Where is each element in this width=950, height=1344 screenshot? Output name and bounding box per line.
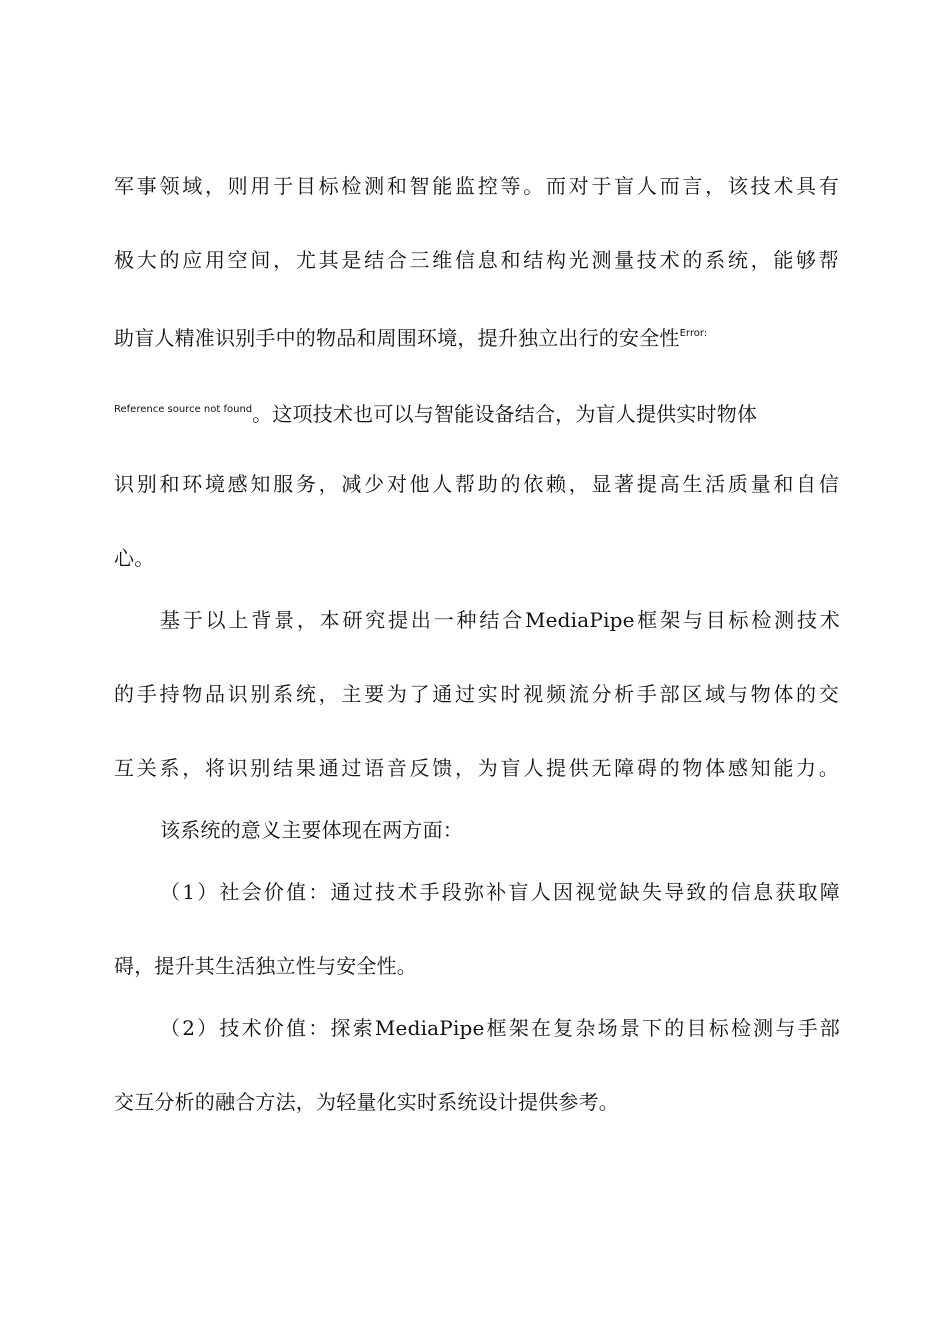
paragraph-line: 的手持物品识别系统，主要为了通过实时视频流分析手部区域与物体的交 <box>114 682 839 706</box>
reference-error-text: Reference source not found <box>114 404 253 415</box>
paragraph-line: 识别和环境感知服务，减少对他人帮助的依赖，显著提高生活质量和自信 <box>114 472 839 496</box>
paragraph-line: 极大的应用空间，尤其是结合三维信息和结构光测量技术的系统，能够帮 <box>114 248 839 272</box>
list-item-line: （2）技术价值：探索MediaPipe框架在复杂场景下的目标检测与手部 <box>160 1016 840 1040</box>
paragraph-line-with-reference <box>114 396 839 428</box>
reference-error-marker: Error: <box>679 328 708 339</box>
paragraph-line: 该系统的意义主要体现在两方面： <box>160 818 463 842</box>
list-item-line: 碍，提升其生活独立性与安全性。 <box>114 954 417 978</box>
paragraph-text: 。这项技术也可以与智能设备结合，为盲人提供实时物体 <box>252 402 758 426</box>
paragraph-line-with-reference <box>114 320 839 352</box>
paragraph-line: 互关系，将识别结果通过语音反馈，为盲人提供无障碍的物体感知能力。 <box>114 756 839 780</box>
paragraph-text: 助盲人精准识别手中的物品和周围环境，提升独立出行的安全性 <box>114 326 680 350</box>
paragraph-line: 心。 <box>114 546 155 570</box>
list-item-line: 交互分析的融合方法，为轻量化实时系统设计提供参考。 <box>114 1090 619 1114</box>
paragraph-line: 军事领域，则用于目标检测和智能监控等。而对于盲人而言，该技术具有 <box>114 174 839 198</box>
list-item-line: （1）社会价值：通过技术手段弥补盲人因视觉缺失导致的信息获取障 <box>160 880 840 904</box>
paragraph-line: 基于以上背景，本研究提出一种结合MediaPipe框架与目标检测技术 <box>160 608 840 632</box>
